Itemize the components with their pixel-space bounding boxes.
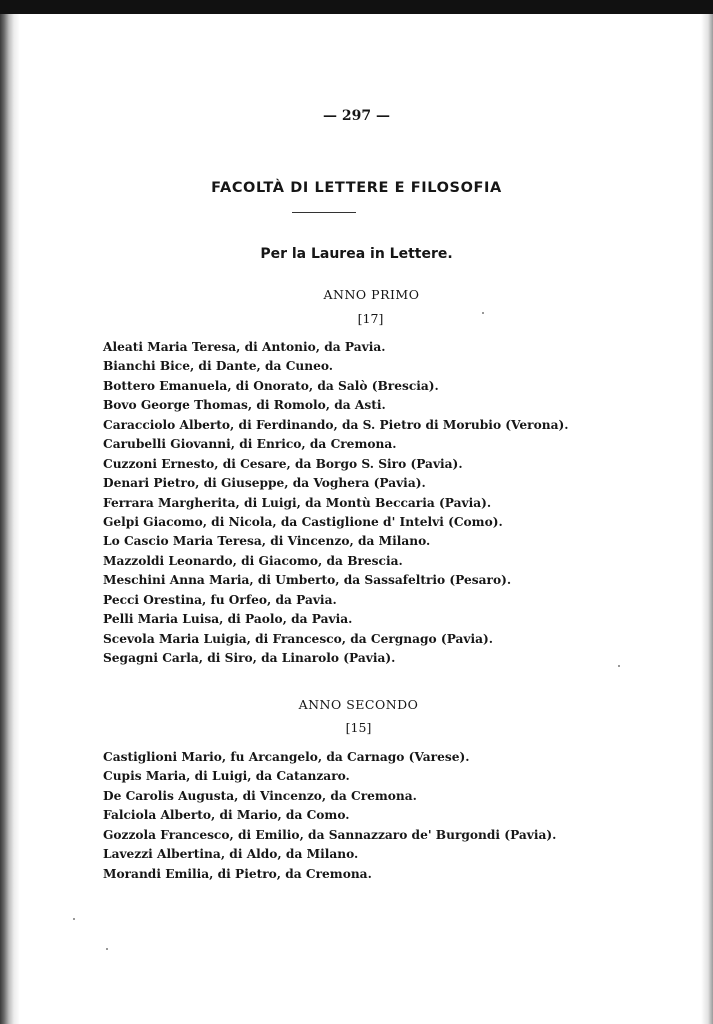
student-entry: Lo Cascio Maria Teresa, di Vincenzo, da Milano. — [103, 534, 431, 549]
faculty-title: FACOLTÀ DI LETTERE E FILOSOFIA — [211, 180, 502, 196]
student-entry: Denari Pietro, di Giuseppe, da Voghera (Pavia). — [103, 476, 426, 491]
year-one-student-list — [103, 338, 569, 668]
student-entry: Bianchi Bice, di Dante, da Cuneo. — [103, 359, 334, 374]
scan-right-edge — [701, 14, 713, 1024]
scan-top-border — [0, 0, 713, 14]
student-entry: Scevola Maria Luigia, di Francesco, da Cergnago (Pavia). — [103, 631, 494, 646]
paper-speck — [106, 948, 108, 950]
student-entry: Bottero Emanuela, di Onorato, da Salò (Brescia). — [103, 378, 439, 393]
title-divider — [292, 212, 356, 213]
year-two-student-list — [103, 748, 556, 884]
student-entry: Gelpi Giacomo, di Nicola, da Castiglione d' Intelvi (Como). — [103, 514, 503, 529]
student-entry: Morandi Emilia, di Pietro, da Cremona. — [103, 866, 372, 881]
page-number: — 297 — — [323, 108, 390, 124]
student-entry: Bovo George Thomas, di Romolo, da Asti. — [103, 398, 386, 413]
student-entry: Aleati Maria Teresa, di Antonio, da Pavia. — [103, 340, 386, 354]
student-entry: Cuzzoni Ernesto, di Cesare, da Borgo S. Siro (Pavia). — [103, 456, 463, 471]
student-entry: De Carolis Augusta, di Vincenzo, da Cremona. — [103, 788, 417, 803]
student-entry: Castiglioni Mario, fu Arcangelo, da Carnago (Varese). — [103, 750, 470, 764]
student-entry: Caracciolo Alberto, di Ferdinando, da S. Pietro di Morubio (Verona). — [103, 417, 569, 432]
year-two-title: ANNO SECONDO — [298, 697, 419, 712]
year-two-count: [15] — [345, 720, 372, 735]
paper-speck — [618, 665, 620, 667]
year-one-title: ANNO PRIMO — [323, 287, 420, 302]
scan-binding-edge — [0, 14, 20, 1024]
student-entry: Mazzoldi Leonardo, di Giacomo, da Brescia. — [103, 553, 403, 568]
year-one-count: [17] — [357, 311, 384, 326]
student-entry: Pelli Maria Luisa, di Paolo, da Pavia. — [103, 612, 353, 627]
degree-heading: Per la Laurea in Lettere. — [260, 246, 453, 262]
student-entry: Cupis Maria, di Luigi, da Catanzaro. — [103, 769, 350, 784]
student-entry: Carubelli Giovanni, di Enrico, da Cremona. — [103, 437, 397, 452]
student-entry: Pecci Orestina, fu Orfeo, da Pavia. — [103, 592, 337, 607]
student-entry: Gozzola Francesco, di Emilio, da Sannazzaro de' Burgondi (Pavia). — [103, 827, 557, 842]
student-entry: Lavezzi Albertina, di Aldo, da Milano. — [103, 847, 359, 862]
student-entry: Segagni Carla, di Siro, da Linarolo (Pavia). — [103, 651, 396, 665]
paper-speck — [482, 312, 484, 314]
student-entry: Meschini Anna Maria, di Umberto, da Sassafeltrio (Pesaro). — [103, 573, 512, 588]
paper-speck — [73, 918, 75, 920]
student-entry: Ferrara Margherita, di Luigi, da Montù Beccaria (Pavia). — [103, 495, 492, 510]
student-entry: Falciola Alberto, di Mario, da Como. — [103, 808, 350, 823]
